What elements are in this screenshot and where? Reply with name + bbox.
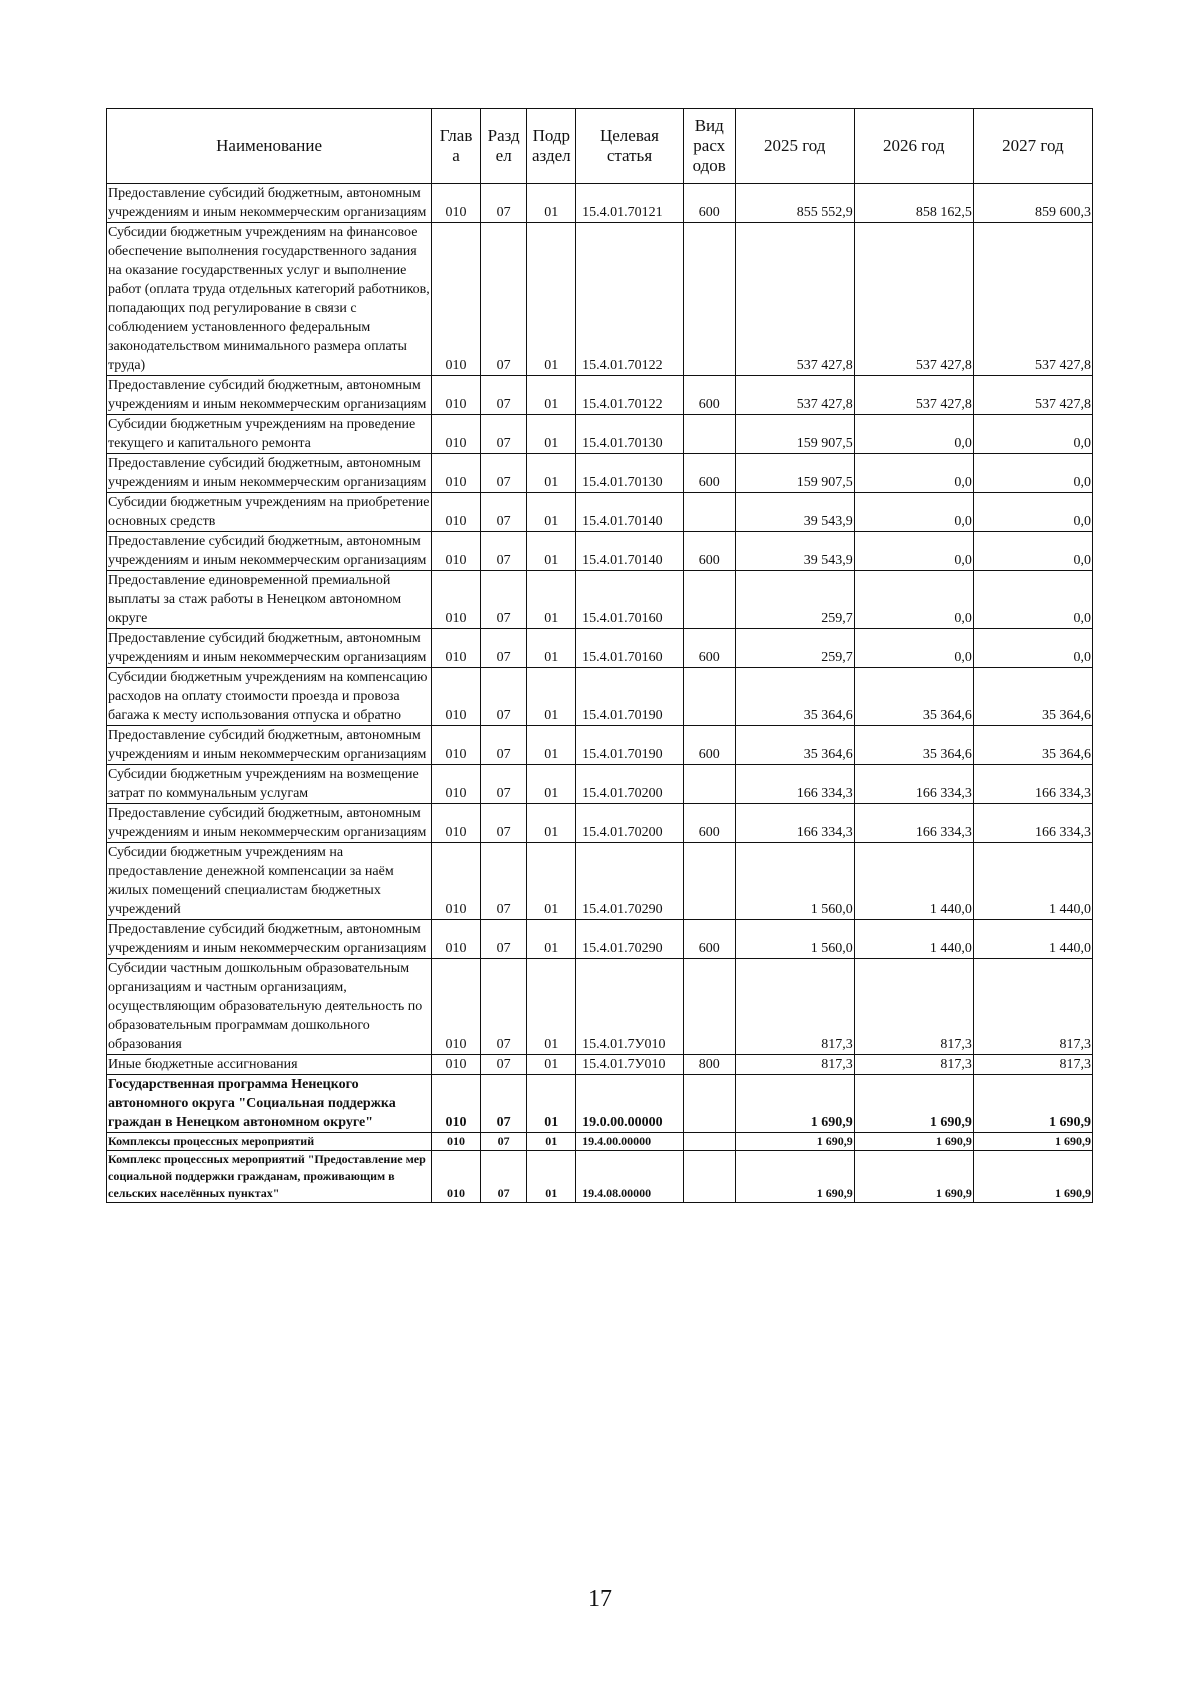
cell-glava: 010 xyxy=(432,532,481,571)
cell-name: Предоставление единовременной премиальной выплаты за стаж работы в Ненецком автономном округе xyxy=(107,571,432,629)
cell-podrazdel: 01 xyxy=(527,493,576,532)
table-row xyxy=(107,668,1093,726)
cell-2026: 537 427,8 xyxy=(854,223,973,376)
cell-2026: 1 690,9 xyxy=(854,1075,973,1133)
cell-razdel: 07 xyxy=(480,959,527,1055)
cell-2026: 35 364,6 xyxy=(854,726,973,765)
cell-2025: 1 690,9 xyxy=(735,1133,854,1151)
cell-razdel: 07 xyxy=(480,493,527,532)
cell-article: 19.0.00.00000 xyxy=(576,1075,684,1133)
cell-name: Комплекс процессных мероприятий "Предоставление мер социальной поддержки гражданам, проживающим в сельских населённых пунктах" xyxy=(107,1151,432,1203)
cell-2025: 259,7 xyxy=(735,629,854,668)
cell-2026: 858 162,5 xyxy=(854,184,973,223)
cell-vid: 600 xyxy=(683,184,735,223)
cell-2025: 159 907,5 xyxy=(735,454,854,493)
header-glava: Глав а xyxy=(432,109,481,184)
cell-article: 15.4.01.70121 xyxy=(576,184,684,223)
cell-podrazdel: 01 xyxy=(527,184,576,223)
cell-2027: 537 427,8 xyxy=(973,223,1092,376)
cell-name: Предоставление субсидий бюджетным, автономным учреждениям и иным некоммерческим организациям xyxy=(107,454,432,493)
table-row xyxy=(107,765,1093,804)
header-name: Наименование xyxy=(107,109,432,184)
cell-2025: 855 552,9 xyxy=(735,184,854,223)
cell-2025: 166 334,3 xyxy=(735,765,854,804)
cell-2027: 0,0 xyxy=(973,532,1092,571)
cell-name: Субсидии бюджетным учреждениям на финансовое обеспечение выполнения государственного задания на оказание государственных услуг и выполнение работ (оплата труда отдельных категорий работников, попадающих под регулирование в связи с соблюдением установленного федеральным законодательством минимального размера оплаты труда) xyxy=(107,223,432,376)
table-row xyxy=(107,629,1093,668)
cell-name: Государственная программа Ненецкого автономного округа "Социальная поддержка граждан в Ненецком автономном округе" xyxy=(107,1075,432,1133)
cell-vid: 600 xyxy=(683,804,735,843)
cell-razdel: 07 xyxy=(480,532,527,571)
cell-razdel: 07 xyxy=(480,843,527,920)
cell-vid xyxy=(683,415,735,454)
cell-vid: 600 xyxy=(683,532,735,571)
header-razdel: Разд ел xyxy=(480,109,527,184)
cell-razdel: 07 xyxy=(480,376,527,415)
cell-podrazdel: 01 xyxy=(527,1151,576,1203)
cell-2025: 817,3 xyxy=(735,959,854,1055)
cell-2027: 1 690,9 xyxy=(973,1075,1092,1133)
cell-vid xyxy=(683,1151,735,1203)
header-vid: Вид расх одов xyxy=(683,109,735,184)
cell-glava: 010 xyxy=(432,1055,481,1075)
cell-glava: 010 xyxy=(432,668,481,726)
cell-2027: 35 364,6 xyxy=(973,668,1092,726)
cell-vid xyxy=(683,1075,735,1133)
cell-2027: 1 440,0 xyxy=(973,843,1092,920)
cell-razdel: 07 xyxy=(480,454,527,493)
cell-2026: 166 334,3 xyxy=(854,804,973,843)
cell-podrazdel: 01 xyxy=(527,804,576,843)
cell-2026: 0,0 xyxy=(854,571,973,629)
cell-article: 15.4.01.70160 xyxy=(576,629,684,668)
cell-2026: 0,0 xyxy=(854,532,973,571)
table-row xyxy=(107,532,1093,571)
table-row xyxy=(107,454,1093,493)
cell-vid xyxy=(683,765,735,804)
cell-article: 15.4.01.70140 xyxy=(576,493,684,532)
cell-podrazdel: 01 xyxy=(527,959,576,1055)
cell-podrazdel: 01 xyxy=(527,1075,576,1133)
cell-2027: 35 364,6 xyxy=(973,726,1092,765)
cell-2027: 1 690,9 xyxy=(973,1133,1092,1151)
cell-2025: 39 543,9 xyxy=(735,532,854,571)
cell-razdel: 07 xyxy=(480,571,527,629)
cell-article: 15.4.01.70200 xyxy=(576,765,684,804)
cell-2025: 537 427,8 xyxy=(735,223,854,376)
cell-vid: 600 xyxy=(683,920,735,959)
cell-vid xyxy=(683,493,735,532)
cell-name: Иные бюджетные ассигнования xyxy=(107,1055,432,1075)
cell-2026: 1 440,0 xyxy=(854,843,973,920)
cell-name: Комплексы процессных мероприятий xyxy=(107,1133,432,1151)
cell-glava: 010 xyxy=(432,804,481,843)
cell-razdel: 07 xyxy=(480,726,527,765)
table-row xyxy=(107,1075,1093,1133)
cell-2026: 817,3 xyxy=(854,1055,973,1075)
cell-article: 15.4.01.7У010 xyxy=(576,1055,684,1075)
cell-2026: 537 427,8 xyxy=(854,376,973,415)
cell-vid: 600 xyxy=(683,726,735,765)
cell-vid xyxy=(683,571,735,629)
cell-glava: 010 xyxy=(432,376,481,415)
cell-2027: 0,0 xyxy=(973,454,1092,493)
table-row xyxy=(107,184,1093,223)
cell-2025: 1 560,0 xyxy=(735,920,854,959)
cell-name: Предоставление субсидий бюджетным, автономным учреждениям и иным некоммерческим организациям xyxy=(107,532,432,571)
cell-article: 15.4.01.70130 xyxy=(576,415,684,454)
cell-razdel: 07 xyxy=(480,765,527,804)
cell-glava: 010 xyxy=(432,1075,481,1133)
cell-vid: 600 xyxy=(683,629,735,668)
cell-2027: 1 690,9 xyxy=(973,1151,1092,1203)
cell-name: Предоставление субсидий бюджетным, автономным учреждениям и иным некоммерческим организациям xyxy=(107,804,432,843)
budget-table xyxy=(106,108,1093,1203)
cell-2025: 817,3 xyxy=(735,1055,854,1075)
cell-article: 15.4.01.70160 xyxy=(576,571,684,629)
cell-2027: 0,0 xyxy=(973,493,1092,532)
cell-razdel: 07 xyxy=(480,629,527,668)
cell-2026: 1 690,9 xyxy=(854,1133,973,1151)
cell-podrazdel: 01 xyxy=(527,726,576,765)
cell-article: 19.4.08.00000 xyxy=(576,1151,684,1203)
cell-article: 15.4.01.70200 xyxy=(576,804,684,843)
cell-podrazdel: 01 xyxy=(527,765,576,804)
cell-2026: 166 334,3 xyxy=(854,765,973,804)
cell-razdel: 07 xyxy=(480,1133,527,1151)
cell-2027: 166 334,3 xyxy=(973,765,1092,804)
cell-glava: 010 xyxy=(432,493,481,532)
cell-podrazdel: 01 xyxy=(527,668,576,726)
table-row xyxy=(107,920,1093,959)
cell-name: Субсидии бюджетным учреждениям на предоставление денежной компенсации за наём жилых помещений специалистам бюджетных учреждений xyxy=(107,843,432,920)
cell-podrazdel: 01 xyxy=(527,843,576,920)
table-row xyxy=(107,376,1093,415)
cell-glava: 010 xyxy=(432,184,481,223)
cell-article: 15.4.01.70290 xyxy=(576,920,684,959)
header-2025: 2025 год xyxy=(735,109,854,184)
cell-article: 15.4.01.70290 xyxy=(576,843,684,920)
cell-name: Предоставление субсидий бюджетным, автономным учреждениям и иным некоммерческим организациям xyxy=(107,920,432,959)
cell-glava: 010 xyxy=(432,920,481,959)
cell-article: 19.4.00.00000 xyxy=(576,1133,684,1151)
cell-2025: 166 334,3 xyxy=(735,804,854,843)
cell-podrazdel: 01 xyxy=(527,376,576,415)
cell-glava: 010 xyxy=(432,726,481,765)
cell-article: 15.4.01.7У010 xyxy=(576,959,684,1055)
table-row xyxy=(107,571,1093,629)
cell-name: Предоставление субсидий бюджетным, автономным учреждениям и иным некоммерческим организациям xyxy=(107,629,432,668)
cell-glava: 010 xyxy=(432,415,481,454)
cell-podrazdel: 01 xyxy=(527,532,576,571)
header-article: Целевая статья xyxy=(576,109,684,184)
cell-name: Субсидии бюджетным учреждениям на приобретение основных средств xyxy=(107,493,432,532)
cell-2025: 1 560,0 xyxy=(735,843,854,920)
cell-2026: 1 690,9 xyxy=(854,1151,973,1203)
cell-podrazdel: 01 xyxy=(527,1055,576,1075)
cell-podrazdel: 01 xyxy=(527,629,576,668)
table-row xyxy=(107,1133,1093,1151)
cell-article: 15.4.01.70122 xyxy=(576,376,684,415)
table-body xyxy=(107,184,1093,1203)
cell-podrazdel: 01 xyxy=(527,415,576,454)
cell-article: 15.4.01.70190 xyxy=(576,668,684,726)
cell-2027: 0,0 xyxy=(973,415,1092,454)
cell-article: 15.4.01.70140 xyxy=(576,532,684,571)
table-row xyxy=(107,415,1093,454)
cell-podrazdel: 01 xyxy=(527,454,576,493)
cell-vid xyxy=(683,223,735,376)
cell-glava: 010 xyxy=(432,959,481,1055)
cell-2027: 0,0 xyxy=(973,571,1092,629)
cell-podrazdel: 01 xyxy=(527,571,576,629)
cell-name: Субсидии бюджетным учреждениям на возмещение затрат по коммунальным услугам xyxy=(107,765,432,804)
cell-article: 15.4.01.70190 xyxy=(576,726,684,765)
cell-name: Субсидии частным дошкольным образовательным организациям и частным организациям, осуществляющим образовательную деятельность по образовательным программам дошкольного образования xyxy=(107,959,432,1055)
cell-2027: 1 440,0 xyxy=(973,920,1092,959)
cell-vid xyxy=(683,1133,735,1151)
cell-name: Предоставление субсидий бюджетным, автономным учреждениям и иным некоммерческим организациям xyxy=(107,184,432,223)
cell-glava: 010 xyxy=(432,223,481,376)
cell-glava: 010 xyxy=(432,571,481,629)
cell-2025: 39 543,9 xyxy=(735,493,854,532)
cell-2026: 1 440,0 xyxy=(854,920,973,959)
cell-razdel: 07 xyxy=(480,668,527,726)
cell-2027: 859 600,3 xyxy=(973,184,1092,223)
cell-2025: 35 364,6 xyxy=(735,668,854,726)
cell-2025: 35 364,6 xyxy=(735,726,854,765)
cell-name: Субсидии бюджетным учреждениям на проведение текущего и капитального ремонта xyxy=(107,415,432,454)
cell-2027: 166 334,3 xyxy=(973,804,1092,843)
cell-vid xyxy=(683,843,735,920)
cell-2025: 537 427,8 xyxy=(735,376,854,415)
cell-2027: 817,3 xyxy=(973,1055,1092,1075)
cell-glava: 010 xyxy=(432,629,481,668)
cell-razdel: 07 xyxy=(480,920,527,959)
cell-article: 15.4.01.70130 xyxy=(576,454,684,493)
header-podrazdel: Подр аздел xyxy=(527,109,576,184)
cell-2026: 0,0 xyxy=(854,415,973,454)
cell-2026: 817,3 xyxy=(854,959,973,1055)
cell-name: Предоставление субсидий бюджетным, автономным учреждениям и иным некоммерческим организациям xyxy=(107,726,432,765)
cell-razdel: 07 xyxy=(480,1055,527,1075)
cell-2026: 0,0 xyxy=(854,454,973,493)
cell-razdel: 07 xyxy=(480,1151,527,1203)
table-row xyxy=(107,223,1093,376)
table-row xyxy=(107,1151,1093,1203)
header-2027: 2027 год xyxy=(973,109,1092,184)
cell-podrazdel: 01 xyxy=(527,223,576,376)
cell-2025: 259,7 xyxy=(735,571,854,629)
cell-podrazdel: 01 xyxy=(527,920,576,959)
cell-razdel: 07 xyxy=(480,804,527,843)
cell-name: Субсидии бюджетным учреждениям на компенсацию расходов на оплату стоимости проезда и провоза багажа к месту использования отпуска и обратно xyxy=(107,668,432,726)
cell-vid: 800 xyxy=(683,1055,735,1075)
cell-2026: 35 364,6 xyxy=(854,668,973,726)
page-number: 17 xyxy=(588,1586,612,1612)
table-row xyxy=(107,959,1093,1055)
cell-2025: 1 690,9 xyxy=(735,1151,854,1203)
cell-vid xyxy=(683,668,735,726)
cell-razdel: 07 xyxy=(480,184,527,223)
cell-vid xyxy=(683,959,735,1055)
table-header xyxy=(107,109,1093,184)
cell-razdel: 07 xyxy=(480,1075,527,1133)
cell-article: 15.4.01.70122 xyxy=(576,223,684,376)
cell-glava: 010 xyxy=(432,454,481,493)
cell-razdel: 07 xyxy=(480,223,527,376)
cell-glava: 010 xyxy=(432,1133,481,1151)
header-2026: 2026 год xyxy=(854,109,973,184)
cell-2027: 537 427,8 xyxy=(973,376,1092,415)
cell-podrazdel: 01 xyxy=(527,1133,576,1151)
cell-razdel: 07 xyxy=(480,415,527,454)
cell-glava: 010 xyxy=(432,765,481,804)
cell-name: Предоставление субсидий бюджетным, автономным учреждениям и иным некоммерческим организациям xyxy=(107,376,432,415)
table-row xyxy=(107,804,1093,843)
table-row xyxy=(107,726,1093,765)
cell-vid: 600 xyxy=(683,376,735,415)
cell-2027: 0,0 xyxy=(973,629,1092,668)
table-row xyxy=(107,1055,1093,1075)
cell-glava: 010 xyxy=(432,1151,481,1203)
cell-2025: 159 907,5 xyxy=(735,415,854,454)
table-row xyxy=(107,493,1093,532)
cell-glava: 010 xyxy=(432,843,481,920)
table-row xyxy=(107,843,1093,920)
cell-2025: 1 690,9 xyxy=(735,1075,854,1133)
header-row xyxy=(107,109,1093,184)
cell-2026: 0,0 xyxy=(854,629,973,668)
cell-vid: 600 xyxy=(683,454,735,493)
cell-2027: 817,3 xyxy=(973,959,1092,1055)
cell-2026: 0,0 xyxy=(854,493,973,532)
